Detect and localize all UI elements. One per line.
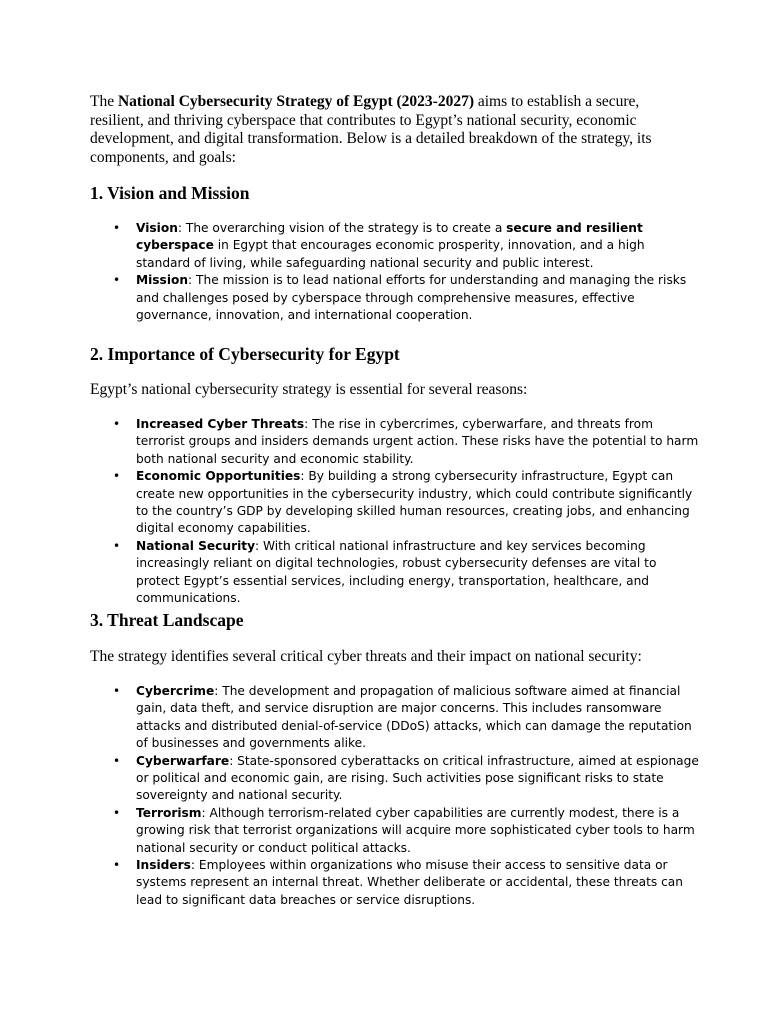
item-text: : The overarching vision of the strategy is to create a [177, 221, 507, 235]
item-term: Terrorism [136, 805, 202, 820]
list-item-cybercrime [0, 683, 700, 753]
intro-paragraph [90, 93, 690, 167]
bullet-icon: • [113, 273, 121, 288]
item-emphasis: secure and resilient cyberspace [136, 221, 643, 253]
list-item-vision [0, 220, 700, 272]
list-item-cyberwarfare [0, 753, 700, 805]
bullet-icon: • [113, 221, 121, 235]
item-text: : Employees within organizations who misuse their access to sensitive data or systems represent an internal threat. Whether deliberate or accidental, these threats can lead to significant data breaches or service disruptions. [136, 858, 683, 907]
section-heading-vision-mission: 1. Vision and Mission [90, 183, 250, 203]
bullet-icon: • [113, 469, 121, 484]
item-text: : The development and propagation of malicious software aimed at financial gain, data theft, and service disruption are major concerns. This includes ransomware attacks and distributed denial-of-service (DDoS) attacks, which can damage the reputation of businesses and governments alike. [136, 684, 692, 751]
list-item-national-security [0, 538, 700, 608]
strategy-name: National Cybersecurity Strategy of Egypt (2023-2027) [117, 93, 474, 110]
bullet-icon: • [113, 684, 121, 698]
section-heading-threat-landscape: 3. Threat Landscape [90, 610, 244, 630]
bullet-icon: • [113, 417, 121, 431]
list-item-terrorism [0, 805, 700, 857]
intro-lead: The [90, 93, 118, 110]
section-heading-importance: 2. Importance of Cybersecurity for Egypt [90, 344, 400, 364]
item-term: Mission [136, 273, 189, 288]
bullet-icon: • [113, 858, 121, 873]
list-item-cyber-threats [0, 416, 700, 468]
item-text: : The rise in cybercrimes, cyberwarfare, and threats from terrorist groups and insiders demands urgent action. These risks have the potential to harm both national security and economic stability. [136, 417, 699, 466]
list-item-insiders [0, 857, 700, 909]
vision-mission-list [0, 220, 700, 324]
item-text: : With critical national infrastructure and key services becoming increasingly reliant on digital technologies, robust cybersecurity defenses are vital to protect Egypt’s essential services, including energy, transportation, healthcare, and communications. [136, 538, 657, 606]
list-item-mission [0, 272, 700, 324]
item-term: National Security [136, 538, 256, 553]
intro-body: aims to establish a secure, resilient, and thriving cyberspace that contributes to Egypt’s national security, economic development, and digital transformation. Below is a detailed breakdown of the strategy, its components, and goals: [90, 93, 652, 166]
item-text: : Although terrorism-related cyber capabilities are currently modest, there is a growing risk that terrorist organizations will acquire more sophisticated cyber tools to harm national security or conduct political attacks. [136, 805, 695, 855]
importance-list [0, 416, 700, 607]
item-term: Increased Cyber Threats [136, 417, 305, 431]
section-intro-threat-landscape: The strategy identifies several critical cyber threats and their impact on national security: [90, 648, 642, 665]
list-item-economic-opportunities [0, 468, 700, 538]
item-text: in Egypt that encourages economic prosperity, innovation, and a high standard of living, while safeguarding national security and public interest. [136, 238, 645, 270]
bullet-icon: • [113, 538, 121, 553]
item-term: Insiders [136, 858, 191, 873]
item-term: Economic Opportunities [136, 469, 301, 484]
threat-list [0, 683, 700, 909]
item-text: : By building a strong cybersecurity infrastructure, Egypt can create new opportunities in the cybersecurity industry, which could contribute significantly to the country’s GDP by developing skilled human resources, creating jobs, and enhancing digital economy capabilities. [136, 469, 693, 536]
bullet-icon: • [113, 805, 121, 820]
item-text: : The mission is to lead national efforts for understanding and managing the risks and challenges posed by cyberspace through comprehensive measures, effective governance, innovation, and international cooperation. [136, 273, 687, 323]
item-term: Cyberwarfare [136, 753, 230, 768]
bullet-icon: • [113, 753, 121, 768]
section-intro-importance: Egypt’s national cybersecurity strategy is essential for several reasons: [90, 381, 528, 398]
item-text: : State-sponsored cyberattacks on critical infrastructure, aimed at espionage or political and economic gain, are rising. Such activities pose significant risks to state sovereignty and national security. [136, 753, 699, 803]
item-term: Cybercrime [136, 684, 215, 698]
item-term: Vision [136, 221, 178, 235]
